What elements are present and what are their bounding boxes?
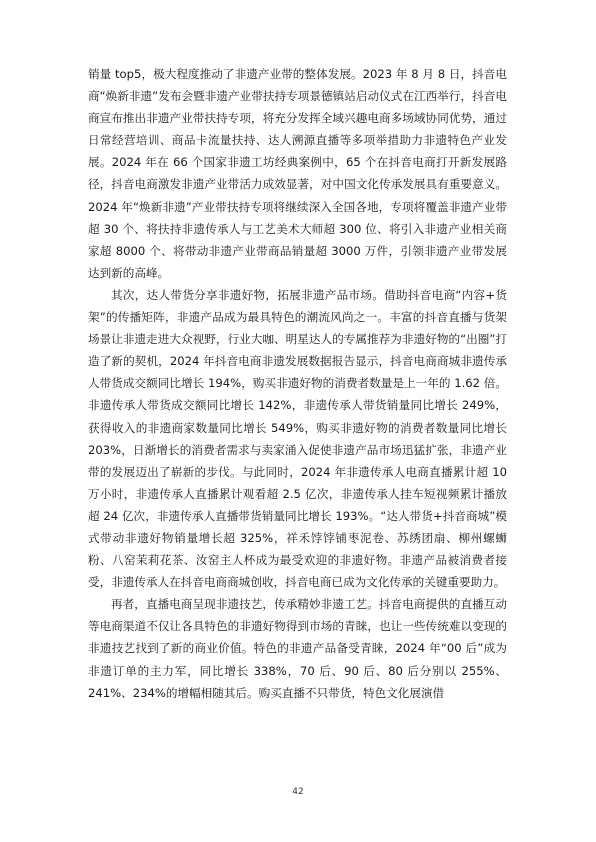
paragraph-continuation: 销量 top5，极大程度推动了非遗产业带的整体发展。2023 年 8 月 8 日，抖音电商“焕新非遗”发布会暨非遗产业带扶持专项景德镇站启动仪式在江西举行，抖音电商宣布推出非遗产业带扶持专项，将充分发挥全域兴趣电商多场域协同优势，通过日常经营培训、商品卡流量扶持、达人溯源直播等多项举措助力非遗特色产业发展。2024 年在 66 个国家非遗工坊经典案例中，65 个在抖音电商打开新发展路径，抖音电商激发非遗产业带活力成效显著，对中国文化传承发展具有重要意义。2024 年“焕新非遗”产业带扶持专项将继续深入全国各地，专项将覆盖非遗产业带超 30 个、将扶持非遗传承人与工艺美术大师超 300 位、将引入非遗产业相关商家超 8000 个、将带动非遗产业带商品销量超 3000 万件，引领非遗产业带发展达到新的高峰。 [88, 67, 507, 280]
paragraph-influencer-sales: 其次，达人带货分享非遗好物，拓展非遗产品市场。借助抖音电商“内容+货架”的传播矩阵，非遗产品成为最具特色的潮流风尚之一。丰富的抖音直播与货架场景让非遗走进大众视野，行业大咖、明星达人的专属推荐为非遗好物的“出圈”打造了新的契机，2024 年抖音电商非遗发展数据报告显示，抖音电商商城非遗传承人带货成交额同比增长 194%，购买非遗好物的消费者数量是上一年的 1.62 倍。非遗传承人带货成交额同比增长 142%，非遗传承人带货销量同比增长 249%，获得收入的非遗商家数量同比增长 549%，购买非遗好物的消费者数量同比增长 203%，日渐增长的消费者需求与卖家涌入促使非遗产品市场迅猛扩张，非遗产业带的发展迈出了崭新的步伐。与此同时，2024 年非遗传承人电商直播累计超 10 万小时，非遗传承人直播累计观看超 2.5 亿次，非遗传承人挂车短视频累计播放超 24 亿次，非遗传承人直播带货销量同比增长 193%。“达人带货+抖音商城”模式带动非遗好物销量增长超 325%，祥禾饽饽铺枣泥卷、苏绣团扇、柳州螺蛳粉、八窑茉莉花茶、汝窑主人杯成为最受欢迎的非遗好物。非遗产品被消费者接受，非遗传承人在抖音电商商城创收，抖音电商已成为文化传承的关键重要助力。 [88, 287, 507, 590]
page-number: 42 [292, 787, 304, 797]
body-text [88, 63, 507, 704]
paragraph-live-streaming: 再者，直播电商呈现非遗技艺，传承精妙非遗工艺。抖音电商提供的直播互动等电商渠道不仅让各具特色的非遗好物得到市场的青睐，也让一些传统难以变现的非遗技艺找到了新的商业价值。特色的非遗产品备受青睐，2024 年“00 后”成为非遗订单的主力军，同比增长 338%，70 后、90 后、80 后分别以 255%、241%、234%的增幅相随其后。购买直播不只带货，特色文化展演借 [88, 597, 507, 700]
